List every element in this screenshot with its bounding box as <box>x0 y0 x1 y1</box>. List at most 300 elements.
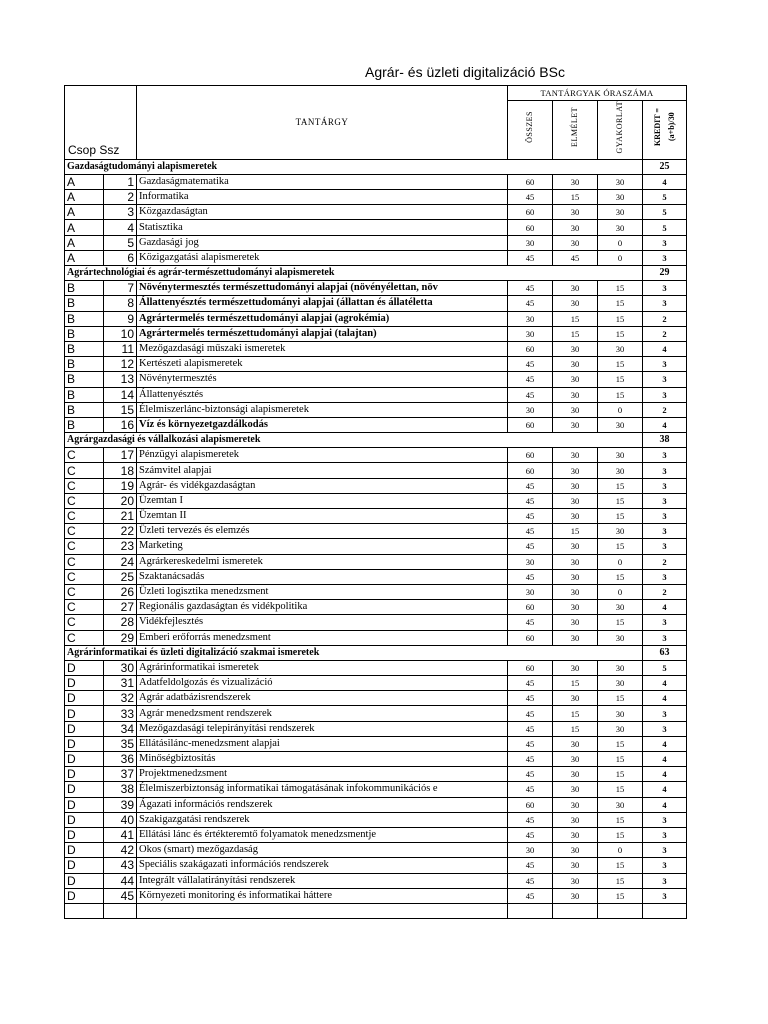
header-theory: ELMÉLET <box>570 107 579 148</box>
subject-group: C <box>65 524 104 539</box>
subject-name: Ellátási lánc és értékteremtő folyamatok menedzsmentje <box>137 827 508 842</box>
subject-credit: 4 <box>643 417 687 432</box>
subject-total-hours: 45 <box>508 858 553 873</box>
subject-credit: 3 <box>643 448 687 463</box>
subject-number: 37 <box>104 767 137 782</box>
subject-row <box>65 174 687 189</box>
subject-row <box>65 767 687 782</box>
subject-total-hours: 60 <box>508 797 553 812</box>
subject-number: 41 <box>104 827 137 842</box>
subject-total-hours: 45 <box>508 873 553 888</box>
subject-theory-hours: 30 <box>553 554 598 569</box>
subject-credit: 3 <box>643 630 687 645</box>
section-header-row <box>65 266 687 281</box>
subject-number: 2 <box>104 190 137 205</box>
subject-row <box>65 630 687 645</box>
header-practice-cell <box>598 101 643 160</box>
subject-total-hours: 45 <box>508 782 553 797</box>
subject-number: 8 <box>104 296 137 311</box>
header-credit-line2: (a+b)/30 <box>666 113 676 142</box>
curriculum-table-body <box>65 86 687 919</box>
subject-total-hours: 45 <box>508 509 553 524</box>
subject-total-hours: 45 <box>508 752 553 767</box>
subject-total-hours: 30 <box>508 843 553 858</box>
subject-total-hours: 60 <box>508 463 553 478</box>
subject-practice-hours: 15 <box>598 736 643 751</box>
subject-row <box>65 752 687 767</box>
section-credit: 25 <box>643 159 687 174</box>
subject-practice-hours: 30 <box>598 524 643 539</box>
subject-number: 28 <box>104 615 137 630</box>
subject-theory-hours: 30 <box>553 812 598 827</box>
subject-number: 22 <box>104 524 137 539</box>
subject-number: 32 <box>104 691 137 706</box>
subject-group: D <box>65 843 104 858</box>
subject-row <box>65 509 687 524</box>
subject-name: Ágazati információs rendszerek <box>137 797 508 812</box>
subject-group: B <box>65 326 104 341</box>
subject-name: Regionális gazdaságtan és vidékpolitika <box>137 600 508 615</box>
subject-theory-hours: 30 <box>553 873 598 888</box>
subject-number: 40 <box>104 812 137 827</box>
subject-practice-hours: 30 <box>598 797 643 812</box>
subject-name: Agrár menedzsment rendszerek <box>137 706 508 721</box>
subject-group: C <box>65 569 104 584</box>
subject-credit: 2 <box>643 311 687 326</box>
subject-group: D <box>65 676 104 691</box>
subject-total-hours: 60 <box>508 220 553 235</box>
subject-group: D <box>65 691 104 706</box>
blank-cell <box>598 903 643 918</box>
subject-number: 36 <box>104 752 137 767</box>
subject-total-hours: 45 <box>508 387 553 402</box>
subject-total-hours: 60 <box>508 205 553 220</box>
subject-practice-hours: 30 <box>598 463 643 478</box>
subject-name: Speciális szakágazati információs rendszerek <box>137 858 508 873</box>
subject-number: 14 <box>104 387 137 402</box>
subject-theory-hours: 30 <box>553 584 598 599</box>
subject-name: Növénytermesztés <box>137 372 508 387</box>
header-credit-line1: KREDIT = <box>652 108 662 147</box>
subject-total-hours: 45 <box>508 493 553 508</box>
subject-row <box>65 691 687 706</box>
subject-name: Közigazgatási alapismeretek <box>137 250 508 265</box>
subject-name: Gazdaságmatematika <box>137 174 508 189</box>
subject-credit: 2 <box>643 402 687 417</box>
subject-number: 9 <box>104 311 137 326</box>
subject-name: Üzemtan II <box>137 509 508 524</box>
subject-name: Közgazdaságtan <box>137 205 508 220</box>
subject-group: C <box>65 509 104 524</box>
subject-name: Statisztika <box>137 220 508 235</box>
subject-credit: 4 <box>643 600 687 615</box>
subject-practice-hours: 30 <box>598 174 643 189</box>
subject-total-hours: 45 <box>508 524 553 539</box>
subject-total-hours: 45 <box>508 615 553 630</box>
subject-theory-hours: 30 <box>553 417 598 432</box>
subject-name: Agrárkereskedelmi ismeretek <box>137 554 508 569</box>
subject-name: Számvitel alapjai <box>137 463 508 478</box>
subject-total-hours: 45 <box>508 372 553 387</box>
subject-practice-hours: 15 <box>598 615 643 630</box>
subject-group: D <box>65 888 104 903</box>
subject-credit: 3 <box>643 509 687 524</box>
subject-group: A <box>65 220 104 235</box>
subject-practice-hours: 15 <box>598 326 643 341</box>
subject-row <box>65 417 687 432</box>
subject-theory-hours: 30 <box>553 387 598 402</box>
subject-practice-hours: 15 <box>598 888 643 903</box>
subject-row <box>65 372 687 387</box>
subject-theory-hours: 30 <box>553 660 598 675</box>
subject-row <box>65 357 687 372</box>
subject-theory-hours: 15 <box>553 311 598 326</box>
subject-number: 21 <box>104 509 137 524</box>
subject-row <box>65 843 687 858</box>
subject-group: A <box>65 190 104 205</box>
subject-practice-hours: 15 <box>598 691 643 706</box>
subject-row <box>65 235 687 250</box>
subject-group: C <box>65 630 104 645</box>
subject-total-hours: 45 <box>508 736 553 751</box>
subject-number: 24 <box>104 554 137 569</box>
subject-row <box>65 873 687 888</box>
subject-credit: 3 <box>643 235 687 250</box>
subject-row <box>65 220 687 235</box>
subject-credit: 3 <box>643 615 687 630</box>
subject-credit: 3 <box>643 843 687 858</box>
subject-number: 45 <box>104 888 137 903</box>
subject-name: Növénytermesztés természettudományi alapjai (növényélettan, növ <box>137 281 508 296</box>
subject-theory-hours: 30 <box>553 630 598 645</box>
subject-credit: 3 <box>643 569 687 584</box>
subject-group: D <box>65 827 104 842</box>
subject-total-hours: 45 <box>508 357 553 372</box>
header-theory-cell <box>553 101 598 160</box>
subject-total-hours: 45 <box>508 676 553 691</box>
subject-group: C <box>65 493 104 508</box>
subject-practice-hours: 15 <box>598 873 643 888</box>
subject-number: 26 <box>104 584 137 599</box>
subject-row <box>65 311 687 326</box>
subject-practice-hours: 15 <box>598 357 643 372</box>
subject-name: Élelmiszerlánc-biztonsági alapismeretek <box>137 402 508 417</box>
subject-name: Adatfeldolgozás és vizualizáció <box>137 676 508 691</box>
subject-name: Agrártermelés természettudományi alapjai (talajtan) <box>137 326 508 341</box>
subject-total-hours: 60 <box>508 600 553 615</box>
subject-name: Víz és környezetgazdálkodás <box>137 417 508 432</box>
subject-total-hours: 60 <box>508 448 553 463</box>
header-row-top <box>65 86 687 101</box>
subject-group: C <box>65 463 104 478</box>
subject-number: 11 <box>104 341 137 356</box>
blank-cell <box>65 903 104 918</box>
subject-number: 19 <box>104 478 137 493</box>
subject-total-hours: 45 <box>508 296 553 311</box>
subject-number: 1 <box>104 174 137 189</box>
subject-group: D <box>65 812 104 827</box>
subject-group: D <box>65 797 104 812</box>
subject-number: 18 <box>104 463 137 478</box>
subject-group: B <box>65 296 104 311</box>
subject-credit: 3 <box>643 250 687 265</box>
subject-row <box>65 296 687 311</box>
subject-theory-hours: 30 <box>553 736 598 751</box>
subject-theory-hours: 30 <box>553 600 598 615</box>
subject-theory-hours: 15 <box>553 706 598 721</box>
subject-group: C <box>65 448 104 463</box>
subject-row <box>65 463 687 478</box>
blank-cell <box>643 903 687 918</box>
subject-row <box>65 676 687 691</box>
subject-theory-hours: 30 <box>553 235 598 250</box>
subject-group: A <box>65 235 104 250</box>
subject-practice-hours: 0 <box>598 554 643 569</box>
subject-total-hours: 45 <box>508 827 553 842</box>
subject-number: 33 <box>104 706 137 721</box>
subject-name: Üzleti tervezés és elemzés <box>137 524 508 539</box>
subject-total-hours: 45 <box>508 721 553 736</box>
subject-row <box>65 190 687 205</box>
subject-theory-hours: 30 <box>553 858 598 873</box>
subject-theory-hours: 30 <box>553 752 598 767</box>
subject-row <box>65 281 687 296</box>
subject-practice-hours: 15 <box>598 752 643 767</box>
subject-name: Agrárinformatikai ismeretek <box>137 660 508 675</box>
subject-number: 31 <box>104 676 137 691</box>
subject-theory-hours: 30 <box>553 691 598 706</box>
subject-row <box>65 478 687 493</box>
subject-total-hours: 45 <box>508 706 553 721</box>
subject-name: Ellátásilánc-menedzsment alapjai <box>137 736 508 751</box>
subject-total-hours: 45 <box>508 190 553 205</box>
subject-total-hours: 60 <box>508 341 553 356</box>
subject-practice-hours: 15 <box>598 569 643 584</box>
subject-row <box>65 539 687 554</box>
subject-total-hours: 60 <box>508 630 553 645</box>
subject-credit: 3 <box>643 524 687 539</box>
subject-row <box>65 250 687 265</box>
subject-group: D <box>65 706 104 721</box>
subject-name: Projektmenedzsment <box>137 767 508 782</box>
subject-number: 7 <box>104 281 137 296</box>
subject-name: Integrált vállalatirányítási rendszerek <box>137 873 508 888</box>
subject-row <box>65 600 687 615</box>
subject-practice-hours: 30 <box>598 706 643 721</box>
subject-theory-hours: 30 <box>553 843 598 858</box>
subject-practice-hours: 15 <box>598 387 643 402</box>
subject-theory-hours: 15 <box>553 326 598 341</box>
subject-group: B <box>65 341 104 356</box>
subject-theory-hours: 15 <box>553 721 598 736</box>
subject-number: 27 <box>104 600 137 615</box>
subject-row <box>65 660 687 675</box>
subject-practice-hours: 30 <box>598 190 643 205</box>
subject-name: Üzemtan I <box>137 493 508 508</box>
subject-group: B <box>65 402 104 417</box>
section-credit: 38 <box>643 433 687 448</box>
subject-practice-hours: 30 <box>598 630 643 645</box>
section-credit: 63 <box>643 645 687 660</box>
subject-number: 20 <box>104 493 137 508</box>
subject-group: B <box>65 357 104 372</box>
subject-credit: 3 <box>643 493 687 508</box>
subject-total-hours: 30 <box>508 311 553 326</box>
subject-credit: 2 <box>643 584 687 599</box>
subject-group: D <box>65 660 104 675</box>
subject-name: Kertészeti alapismeretek <box>137 357 508 372</box>
subject-total-hours: 45 <box>508 888 553 903</box>
subject-credit: 3 <box>643 827 687 842</box>
subject-practice-hours: 30 <box>598 676 643 691</box>
subject-credit: 3 <box>643 858 687 873</box>
header-practice: GYAKORLAT <box>615 101 624 154</box>
subject-credit: 4 <box>643 782 687 797</box>
subject-theory-hours: 15 <box>553 676 598 691</box>
subject-theory-hours: 30 <box>553 569 598 584</box>
subject-row <box>65 554 687 569</box>
subject-total-hours: 60 <box>508 417 553 432</box>
header-csop-ssz: Csop Ssz <box>65 86 137 160</box>
subject-row <box>65 721 687 736</box>
subject-practice-hours: 15 <box>598 493 643 508</box>
subject-name: Agrár- és vidékgazdaságtan <box>137 478 508 493</box>
section-header-row <box>65 645 687 660</box>
header-credit-cell <box>643 101 687 160</box>
blank-row <box>65 903 687 918</box>
subject-theory-hours: 30 <box>553 463 598 478</box>
subject-practice-hours: 30 <box>598 220 643 235</box>
subject-credit: 5 <box>643 660 687 675</box>
subject-number: 6 <box>104 250 137 265</box>
subject-number: 15 <box>104 402 137 417</box>
subject-name: Gazdasági jog <box>137 235 508 250</box>
subject-group: A <box>65 250 104 265</box>
subject-group: B <box>65 372 104 387</box>
subject-name: Szaktanácsadás <box>137 569 508 584</box>
subject-credit: 3 <box>643 387 687 402</box>
subject-theory-hours: 30 <box>553 615 598 630</box>
subject-credit: 3 <box>643 296 687 311</box>
subject-theory-hours: 15 <box>553 524 598 539</box>
subject-row <box>65 858 687 873</box>
subject-credit: 3 <box>643 706 687 721</box>
header-hours-group: TANTÁRGYAK ÓRASZÁMA <box>508 86 687 101</box>
subject-practice-hours: 15 <box>598 812 643 827</box>
subject-row <box>65 584 687 599</box>
subject-total-hours: 45 <box>508 478 553 493</box>
subject-credit: 4 <box>643 676 687 691</box>
subject-theory-hours: 30 <box>553 448 598 463</box>
subject-theory-hours: 30 <box>553 539 598 554</box>
section-title: Agrárgazdasági és vállalkozási alapismeretek <box>65 433 643 448</box>
subject-total-hours: 30 <box>508 235 553 250</box>
subject-practice-hours: 15 <box>598 311 643 326</box>
subject-theory-hours: 15 <box>553 190 598 205</box>
subject-theory-hours: 30 <box>553 767 598 782</box>
subject-number: 13 <box>104 372 137 387</box>
subject-group: D <box>65 873 104 888</box>
subject-practice-hours: 30 <box>598 448 643 463</box>
subject-credit: 3 <box>643 812 687 827</box>
subject-credit: 3 <box>643 372 687 387</box>
subject-row <box>65 797 687 812</box>
subject-number: 5 <box>104 235 137 250</box>
subject-practice-hours: 30 <box>598 417 643 432</box>
subject-row <box>65 812 687 827</box>
subject-row <box>65 493 687 508</box>
subject-practice-hours: 30 <box>598 341 643 356</box>
subject-row <box>65 326 687 341</box>
subject-number: 4 <box>104 220 137 235</box>
subject-total-hours: 30 <box>508 326 553 341</box>
subject-practice-hours: 15 <box>598 478 643 493</box>
subject-theory-hours: 30 <box>553 509 598 524</box>
subject-practice-hours: 0 <box>598 843 643 858</box>
subject-group: C <box>65 584 104 599</box>
subject-theory-hours: 30 <box>553 281 598 296</box>
subject-credit: 3 <box>643 888 687 903</box>
subject-total-hours: 30 <box>508 402 553 417</box>
subject-total-hours: 60 <box>508 660 553 675</box>
subject-number: 12 <box>104 357 137 372</box>
subject-practice-hours: 30 <box>598 600 643 615</box>
subject-theory-hours: 30 <box>553 493 598 508</box>
subject-row <box>65 782 687 797</box>
subject-number: 44 <box>104 873 137 888</box>
curriculum-table <box>64 85 687 919</box>
subject-number: 43 <box>104 858 137 873</box>
subject-name: Agrártermelés természettudományi alapjai (agrokémia) <box>137 311 508 326</box>
subject-group: B <box>65 311 104 326</box>
subject-practice-hours: 0 <box>598 250 643 265</box>
subject-row <box>65 736 687 751</box>
subject-group: C <box>65 478 104 493</box>
subject-credit: 4 <box>643 797 687 812</box>
subject-number: 16 <box>104 417 137 432</box>
subject-name: Marketing <box>137 539 508 554</box>
subject-name: Informatika <box>137 190 508 205</box>
subject-theory-hours: 30 <box>553 174 598 189</box>
subject-practice-hours: 15 <box>598 296 643 311</box>
subject-number: 30 <box>104 660 137 675</box>
subject-credit: 4 <box>643 736 687 751</box>
section-title: Agrárinformatikai és üzleti digitalizáció szakmai ismeretek <box>65 645 643 660</box>
subject-credit: 4 <box>643 767 687 782</box>
subject-practice-hours: 15 <box>598 509 643 524</box>
subject-row <box>65 706 687 721</box>
subject-number: 3 <box>104 205 137 220</box>
subject-name: Állattenyésztés <box>137 387 508 402</box>
subject-practice-hours: 15 <box>598 827 643 842</box>
section-header-row <box>65 159 687 174</box>
section-title: Agrártechnológiai és agrár-természettudományi alapismeretek <box>65 266 643 281</box>
subject-credit: 3 <box>643 721 687 736</box>
subject-name: Vidékfejlesztés <box>137 615 508 630</box>
header-credit <box>651 108 679 146</box>
blank-cell <box>508 903 553 918</box>
subject-theory-hours: 30 <box>553 296 598 311</box>
subject-group: C <box>65 615 104 630</box>
subject-credit: 3 <box>643 463 687 478</box>
subject-total-hours: 60 <box>508 174 553 189</box>
subject-theory-hours: 30 <box>553 341 598 356</box>
subject-name: Élelmiszerbiztonság informatikai támogatásának infokommunikációs e <box>137 782 508 797</box>
subject-practice-hours: 0 <box>598 402 643 417</box>
subject-theory-hours: 30 <box>553 205 598 220</box>
subject-group: D <box>65 767 104 782</box>
subject-name: Állattenyésztés természettudományi alapjai (állattan és állatéletta <box>137 296 508 311</box>
